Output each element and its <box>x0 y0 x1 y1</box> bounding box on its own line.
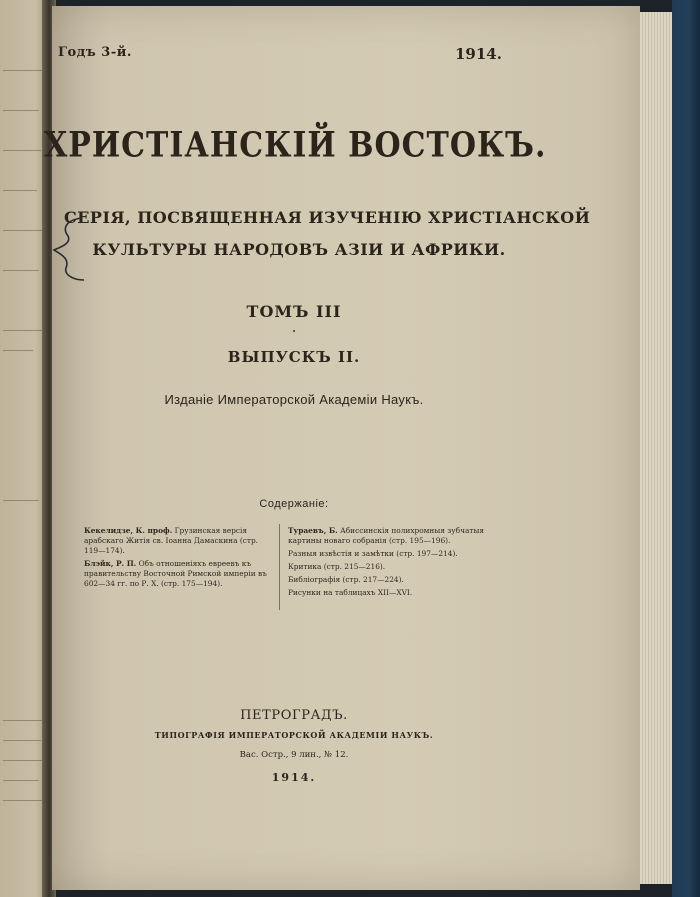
imprint-printer: ТИПОГРАФІЯ ИМПЕРАТОРСКОЙ АКАДЕМІИ НАУКЪ. <box>154 730 434 740</box>
contents-heading: Содержаніе: <box>259 498 329 510</box>
subtitle-line-1: СЕРІЯ, ПОСВЯЩЕННАЯ ИЗУЧЕНІЮ ХРИСТІАНСКОЙ <box>64 208 591 227</box>
publisher: Изданіе Императорской Академіи Наукъ. <box>164 392 424 407</box>
entry-author: Блэйк, Р. П. <box>84 559 137 568</box>
contents-right-column <box>288 526 484 601</box>
year-value: 1914. <box>455 45 502 63</box>
contents-entry <box>288 575 484 585</box>
entry-text: Объ отношеніяхъ евреевъ къ правительству Восточной Римской имперіи въ 602—34 гг. по Р. Х. (стр. 175—194). <box>84 559 267 588</box>
entry-author: Кекелидзе, К. проф. <box>84 526 173 535</box>
entry-author: Тураевъ, Б. <box>288 526 338 535</box>
imprint-city: ПЕТРОГРАДЪ. <box>240 708 348 723</box>
entry-text: Разныя извѣстія и замѣтки (стр. 197—214). <box>288 549 458 558</box>
journal-title: ХРИСТІАНСКІЙ ВОСТОКЪ. <box>44 125 547 166</box>
year-label: Годъ 3-й. <box>58 45 132 60</box>
entry-text: Библіографія (стр. 217—224). <box>288 575 404 584</box>
entry-text: Грузинская версія арабскаго Житія св. Іоанна Дамаскина (стр. 119—174). <box>84 526 259 555</box>
contents-entry <box>288 588 484 598</box>
column-divider <box>279 524 280 610</box>
issue-number: ВЫПУСКЪ II. <box>227 348 361 366</box>
volume-number: ТОМЪ III <box>246 302 342 321</box>
subtitle-line-2: КУЛЬТУРЫ НАРОДОВЪ АЗІИ И АФРИКИ. <box>92 240 506 259</box>
contents-entry <box>84 526 270 556</box>
contents-entry <box>288 549 484 559</box>
entry-text: Критика (стр. 215—216). <box>288 562 386 571</box>
imprint-address: Вас. Остр., 9 лин., № 12. <box>239 750 349 760</box>
entry-text: Абиссинскія полихромныя зубчатыя картины новаго собранія (стр. 195—196). <box>288 526 484 545</box>
contents-entry <box>288 562 484 572</box>
contents-entry <box>84 559 270 589</box>
contents-entry <box>288 526 484 546</box>
contents-left-column <box>84 526 270 592</box>
ornament-dot <box>293 330 295 332</box>
book-cover <box>672 0 700 897</box>
imprint-year: 1914. <box>271 771 317 784</box>
entry-text: Рисунки на таблицахъ XII—XVI. <box>288 588 413 597</box>
